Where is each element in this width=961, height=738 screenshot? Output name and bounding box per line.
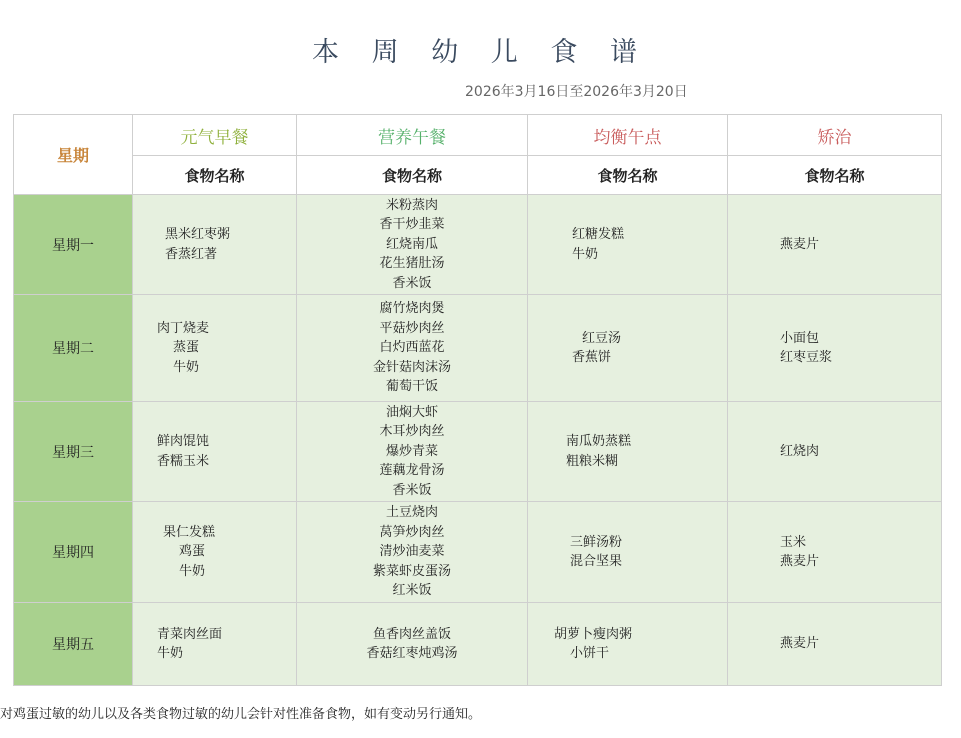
extra-item: 燕麦片 bbox=[780, 236, 820, 252]
extra-cell bbox=[728, 603, 942, 686]
lunch-subheader: 食物名称 bbox=[297, 156, 528, 195]
extra-item: 玉米 bbox=[780, 534, 807, 550]
lunch-item: 紫菜虾皮蛋汤 bbox=[372, 563, 451, 579]
breakfast-item: 牛奶 bbox=[173, 359, 200, 375]
snack-item: 红糖发糕 bbox=[572, 227, 625, 242]
menu-row bbox=[14, 603, 942, 686]
snack-item: 胡萝卜瘦肉粥 bbox=[554, 626, 633, 642]
snack-item: 混合坚果 bbox=[570, 554, 623, 569]
lunch-item: 平菇炒肉丝 bbox=[379, 320, 445, 336]
lunch-cell bbox=[297, 402, 528, 502]
day-label: 星期一 bbox=[14, 195, 133, 295]
snack-cell bbox=[528, 195, 728, 295]
lunch-cell bbox=[297, 195, 528, 295]
breakfast-item: 黑米红枣粥 bbox=[165, 227, 231, 242]
breakfast-subheader: 食物名称 bbox=[133, 156, 297, 195]
extra-item: 小面包 bbox=[780, 330, 820, 346]
lunch-item: 莴笋炒肉丝 bbox=[379, 524, 445, 540]
breakfast-item: 鲜肉馄饨 bbox=[157, 434, 210, 449]
footnote: 对鸡蛋过敏的幼儿以及各类食物过敏的幼儿会针对性准备食物，如有变动另行通知。 bbox=[0, 707, 482, 722]
correction-header: 矫治 bbox=[728, 115, 942, 156]
snack-header: 均衡午点 bbox=[528, 115, 728, 156]
lunch-item: 花生猪肚汤 bbox=[379, 256, 445, 272]
menu-row bbox=[14, 195, 942, 295]
lunch-item: 香菇红枣炖鸡汤 bbox=[366, 646, 458, 661]
breakfast-cell bbox=[133, 295, 297, 402]
extra-item: 红烧肉 bbox=[780, 443, 820, 459]
lunch-item: 清炒油麦菜 bbox=[379, 544, 445, 560]
snack-item: 香蕉饼 bbox=[572, 350, 612, 365]
snack-item: 南瓜奶蒸糕 bbox=[566, 434, 632, 449]
snack-item: 三鲜汤粉 bbox=[570, 534, 623, 550]
breakfast-cell bbox=[133, 603, 297, 686]
menu-row bbox=[14, 402, 942, 502]
menu-table bbox=[13, 114, 942, 686]
lunch-item: 白灼西蓝花 bbox=[379, 340, 445, 356]
breakfast-item: 果仁发糕 bbox=[163, 524, 216, 540]
breakfast-item: 牛奶 bbox=[179, 563, 206, 579]
breakfast-item: 鸡蛋 bbox=[179, 544, 206, 560]
snack-cell bbox=[528, 402, 728, 502]
day-label: 星期五 bbox=[14, 603, 133, 686]
breakfast-cell bbox=[133, 402, 297, 502]
extra-item: 燕麦片 bbox=[780, 636, 820, 652]
lunch-item: 腐竹烧肉煲 bbox=[379, 301, 445, 317]
day-column-header: 星期 bbox=[14, 115, 133, 195]
lunch-cell bbox=[297, 502, 528, 603]
extra-cell bbox=[728, 402, 942, 502]
menu-row bbox=[14, 502, 942, 603]
extra-item: 红枣豆浆 bbox=[780, 350, 833, 365]
page-title: 本 周 幼 儿 食 谱 bbox=[312, 37, 649, 68]
breakfast-cell bbox=[133, 502, 297, 603]
lunch-item: 葡萄干饭 bbox=[385, 379, 438, 395]
lunch-item: 莲藕龙骨汤 bbox=[379, 463, 445, 479]
lunch-item: 米粉蒸肉 bbox=[385, 197, 438, 213]
breakfast-item: 牛奶 bbox=[157, 646, 184, 661]
lunch-item: 香米饭 bbox=[392, 482, 432, 498]
snack-cell bbox=[528, 295, 728, 402]
breakfast-item: 蒸蛋 bbox=[173, 340, 200, 356]
day-label: 星期四 bbox=[14, 502, 133, 603]
lunch-item: 金针菇肉沫汤 bbox=[372, 359, 451, 375]
lunch-item: 红烧南瓜 bbox=[385, 236, 438, 252]
day-label: 星期二 bbox=[14, 295, 133, 402]
breakfast-header: 元气早餐 bbox=[133, 115, 297, 156]
lunch-item: 土豆烧肉 bbox=[385, 505, 438, 521]
extra-item: 燕麦片 bbox=[780, 554, 820, 569]
correction-subheader: 食物名称 bbox=[728, 156, 942, 195]
snack-item: 粗粮米糊 bbox=[566, 453, 619, 469]
snack-cell bbox=[528, 603, 728, 686]
extra-cell bbox=[728, 502, 942, 603]
lunch-item: 木耳炒肉丝 bbox=[379, 424, 445, 440]
breakfast-item: 香糯玉米 bbox=[157, 453, 210, 469]
lunch-item: 香干炒韭菜 bbox=[379, 217, 445, 233]
extra-cell bbox=[728, 295, 942, 402]
breakfast-item: 香蒸红著 bbox=[165, 246, 218, 262]
lunch-item: 鱼香肉丝盖饭 bbox=[372, 626, 451, 642]
lunch-item: 油焖大虾 bbox=[385, 404, 438, 420]
breakfast-item: 青菜肉丝面 bbox=[157, 626, 223, 642]
lunch-item: 香米饭 bbox=[392, 275, 432, 291]
snack-item: 牛奶 bbox=[572, 246, 599, 262]
day-label: 星期三 bbox=[14, 402, 133, 502]
breakfast-item: 肉丁烧麦 bbox=[157, 320, 210, 336]
lunch-cell bbox=[297, 295, 528, 402]
lunch-cell bbox=[297, 603, 528, 686]
lunch-header: 营养午餐 bbox=[297, 115, 528, 156]
date-range: 2026年3月16日至2026年3月20日 bbox=[465, 84, 688, 100]
snack-subheader: 食物名称 bbox=[528, 156, 728, 195]
lunch-item: 红米饭 bbox=[392, 583, 432, 599]
snack-cell bbox=[528, 502, 728, 603]
snack-item: 红豆汤 bbox=[582, 330, 622, 346]
lunch-item: 爆炒青菜 bbox=[385, 443, 438, 459]
breakfast-cell bbox=[133, 195, 297, 295]
menu-body bbox=[14, 195, 942, 686]
snack-item: 小饼干 bbox=[570, 646, 610, 661]
extra-cell bbox=[728, 195, 942, 295]
menu-row bbox=[14, 295, 942, 402]
